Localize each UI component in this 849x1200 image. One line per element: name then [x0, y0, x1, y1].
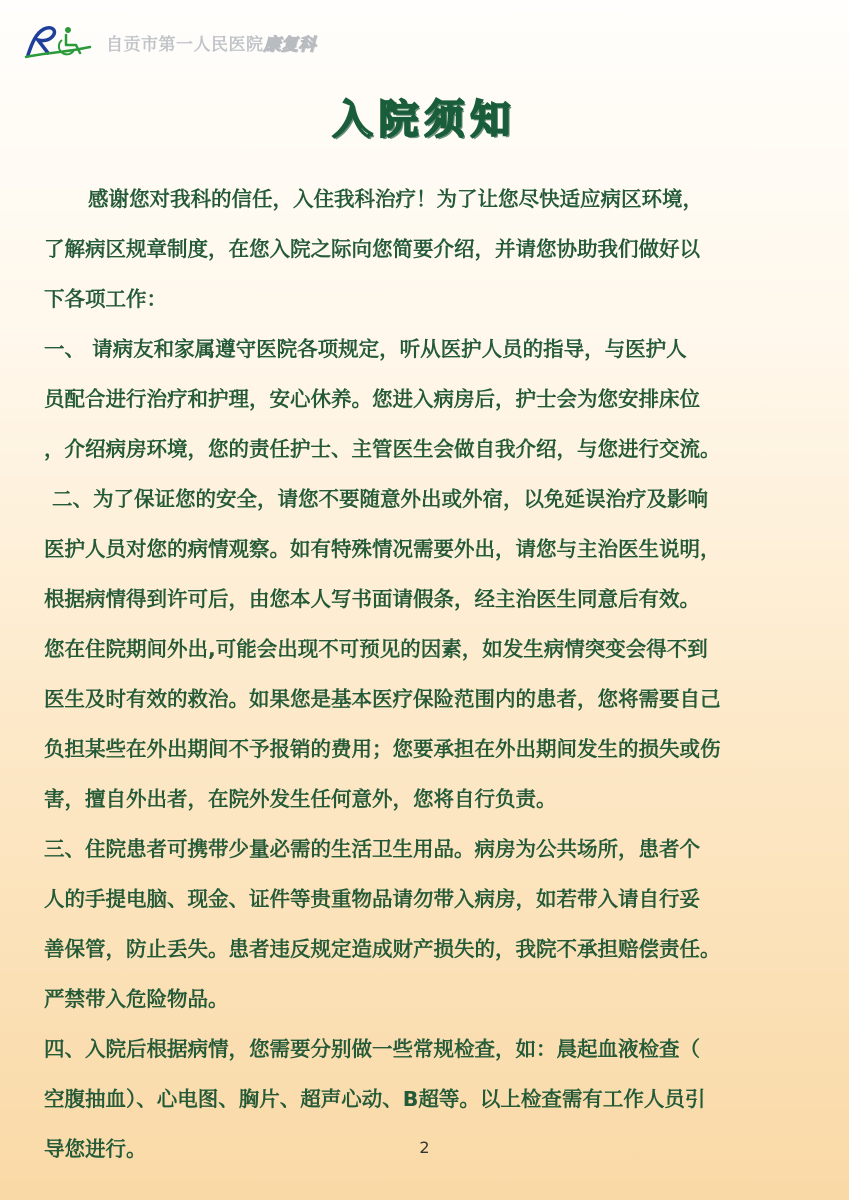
body-line: 严禁带入危险物品。 [44, 987, 229, 1011]
page-number: 2 [419, 1138, 430, 1157]
body-line: 您在住院期间外出,可能会出现不可预见的因素，如发生病情突变会得不到 [44, 637, 708, 661]
page-header [22, 22, 316, 62]
header-hospital-text [106, 30, 316, 55]
body-line: 三、住院患者可携带少量必需的生活卫生用品。病房为公共场所，患者个 [44, 837, 700, 861]
body-line: 负担某些在外出期间不予报销的费用；您要承担在外出期间发生的损失或伤 [44, 737, 721, 761]
body-line: 一、 请病友和家属遵守医院各项规定，听从医护人员的指导，与医护人 [44, 337, 687, 361]
body-line: 感谢您对我科的信任，入住我科治疗！为了让您尽快适应病区环境， [88, 187, 703, 211]
body-line: 根据病情得到许可后，由您本人写书面请假条，经主治医生同意后有效。 [44, 587, 700, 611]
body-line: 了解病区规章制度，在您入院之际向您简要介绍，并请您协助我们做好以 [44, 237, 700, 261]
document-body [44, 176, 826, 1176]
body-line: 医护人员对您的病情观察。如有特殊情况需要外出，请您与主治医生说明， [44, 537, 721, 561]
hospital-name: 自贡市第一人民医院 [106, 34, 264, 55]
body-line: 下各项工作： [44, 287, 167, 311]
body-line: 空腹抽血）、心电图、胸片、超声心动、B超等。以上检查需有工作人员引 [44, 1087, 706, 1111]
body-line: 四、入院后根据病情，您需要分别做一些常规检查，如：晨起血液检查（ [44, 1037, 700, 1061]
body-line: 医生及时有效的救治。如果您是基本医疗保险范围内的患者，您将需要自己 [44, 687, 721, 711]
body-line: 二、为了保证您的安全，请您不要随意外出或外宿，以免延误治疗及影响 [52, 487, 708, 511]
hospital-logo-icon [22, 23, 98, 61]
body-line: 善保管，防止丢失。患者违反规定造成财产损失的，我院不承担赔偿责任。 [44, 937, 721, 961]
page-title: 入院须知 [332, 97, 517, 143]
department-name: 康复科 [263, 34, 316, 55]
body-line: ，介绍病房环境，您的责任护士、主管医生会做自我介绍，与您进行交流。 [44, 437, 721, 461]
body-line: 员配合进行治疗和护理，安心休养。您进入病房后，护士会为您安排床位 [44, 387, 700, 411]
body-line: 导您进行。 [44, 1137, 147, 1161]
body-line: 害，擅自外出者，在院外发生任何意外，您将自行负责。 [44, 787, 557, 811]
body-line: 人的手提电脑、现金、证件等贵重物品请勿带入病房，如若带入请自行妥 [44, 887, 700, 911]
